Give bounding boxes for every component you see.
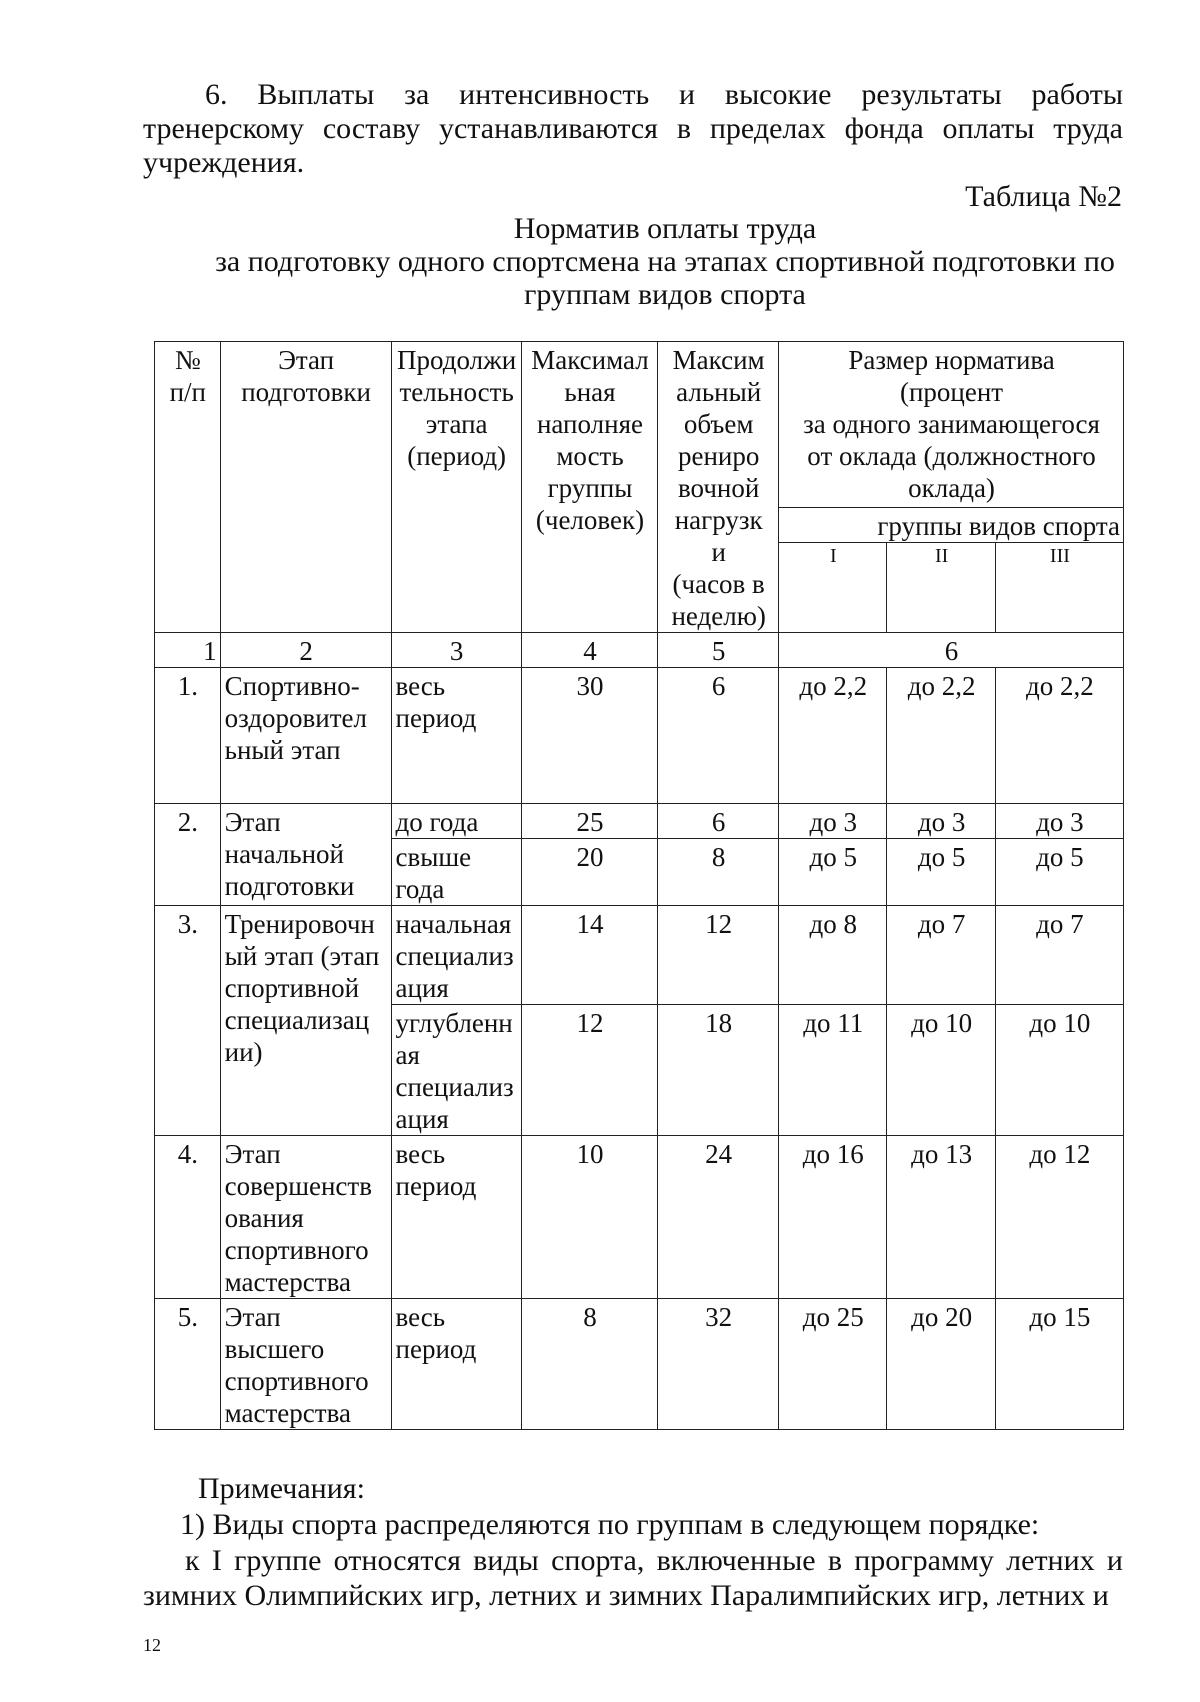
- row-num: 1.: [155, 668, 221, 804]
- row-max-load: 6: [658, 668, 779, 804]
- header-duration: Продолжи тельность этапа (период): [391, 342, 521, 633]
- row-max-load: 12: [658, 906, 779, 1005]
- col-number-1: 1: [155, 633, 221, 668]
- row-group-1: до 2,2: [779, 668, 887, 804]
- row-group-2: до 7: [887, 906, 995, 1005]
- row-duration: углубленн ая специализ ация: [391, 1005, 521, 1136]
- row-max-group: 14: [521, 906, 657, 1005]
- row-duration: весь период: [391, 1299, 521, 1430]
- row-duration: свыше года: [391, 839, 521, 906]
- header-group-2: II: [887, 543, 995, 633]
- row-stage: Этап высшего спортивного мастерства: [220, 1299, 391, 1430]
- row-group-3: до 3: [995, 804, 1123, 839]
- row-group-2: до 2,2: [887, 668, 995, 804]
- row-num: 4.: [155, 1136, 221, 1299]
- table-row: [155, 1299, 1124, 1430]
- row-group-2: до 10: [887, 1005, 995, 1136]
- table-label: Таблица №2: [965, 180, 1122, 213]
- col-number-2: 2: [220, 633, 391, 668]
- row-max-load: 32: [658, 1299, 779, 1430]
- col-number-6: 6: [779, 633, 1124, 668]
- row-num: 2.: [155, 804, 221, 906]
- note-item-2: к I группе относятся виды спорта, включенные в программу летних и зимних Олимпийских игр, летних и зимних Паралимпийских игр, летних и: [143, 1544, 1123, 1612]
- header-max-group: Максимал ьная наполняе мость группы (человек): [521, 342, 657, 633]
- table-caption: Норматив оплаты труда за подготовку одного спортсмена на этапах спортивной подготовки по группам видов спорта: [215, 212, 1115, 311]
- row-max-load: 18: [658, 1005, 779, 1136]
- table-row: [155, 906, 1124, 1005]
- row-group-2: до 13: [887, 1136, 995, 1299]
- row-max-group: 20: [521, 839, 657, 906]
- row-duration: до года: [391, 804, 521, 839]
- row-group-1: до 5: [779, 839, 887, 906]
- row-group-3: до 2,2: [995, 668, 1123, 804]
- row-max-group: 8: [521, 1299, 657, 1430]
- row-group-1: до 3: [779, 804, 887, 839]
- intro-paragraph: 6. Выплаты за интенсивность и высокие результаты работы тренерскому составу устанавливаются в пределах фонда оплаты труда учреждения.: [143, 78, 1123, 179]
- row-duration: весь период: [391, 668, 521, 804]
- col-number-5: 5: [658, 633, 779, 668]
- table-row: [155, 1136, 1124, 1299]
- header-group-3: III: [995, 543, 1123, 633]
- note-item-1: 1) Виды спорта распределяются по группам в следующем порядке:: [180, 1508, 1040, 1541]
- table-row: [155, 668, 1124, 804]
- row-group-3: до 5: [995, 839, 1123, 906]
- row-group-3: до 10: [995, 1005, 1123, 1136]
- header-max-load: Максим альный объем рениро вочной нагрузк и (часов в неделю): [658, 342, 779, 633]
- row-num: 3.: [155, 906, 221, 1136]
- row-stage: Тренировочн ый этап (этап спортивной специализац ии): [220, 906, 391, 1136]
- payment-norm-table: [154, 341, 1124, 1430]
- row-group-2: до 3: [887, 804, 995, 839]
- row-group-2: до 20: [887, 1299, 995, 1430]
- row-max-group: 12: [521, 1005, 657, 1136]
- row-group-3: до 12: [995, 1136, 1123, 1299]
- header-sport-groups: группы видов спорта: [779, 507, 1124, 543]
- row-group-1: до 25: [779, 1299, 887, 1430]
- row-group-2: до 5: [887, 839, 995, 906]
- header-norm-size: Размер норматива (процент за одного занимающегося от оклада (должностного оклада): [779, 342, 1124, 508]
- header-num: № п/п: [155, 342, 221, 633]
- row-duration: весь период: [391, 1136, 521, 1299]
- row-max-group: 30: [521, 668, 657, 804]
- row-max-load: 6: [658, 804, 779, 839]
- table-row: [155, 804, 1124, 839]
- row-group-1: до 16: [779, 1136, 887, 1299]
- col-number-4: 4: [521, 633, 657, 668]
- row-max-group: 10: [521, 1136, 657, 1299]
- row-max-group: 25: [521, 804, 657, 839]
- header-stage: Этап подготовки: [220, 342, 391, 633]
- row-duration: начальная специализ ация: [391, 906, 521, 1005]
- row-stage: Этап совершенств ования спортивного мастерства: [220, 1136, 391, 1299]
- row-group-3: до 7: [995, 906, 1123, 1005]
- header-group-1: I: [779, 543, 887, 633]
- row-stage: Спортивно- оздоровител ьный этап: [220, 668, 391, 804]
- row-group-1: до 8: [779, 906, 887, 1005]
- row-max-load: 24: [658, 1136, 779, 1299]
- row-stage: Этап начальной подготовки: [220, 804, 391, 906]
- col-number-3: 3: [391, 633, 521, 668]
- row-max-load: 8: [658, 839, 779, 906]
- row-group-1: до 11: [779, 1005, 887, 1136]
- row-num: 5.: [155, 1299, 221, 1430]
- row-group-3: до 15: [995, 1299, 1123, 1430]
- page-number: 12: [143, 1635, 161, 1655]
- notes-title: Примечания:: [198, 1472, 365, 1505]
